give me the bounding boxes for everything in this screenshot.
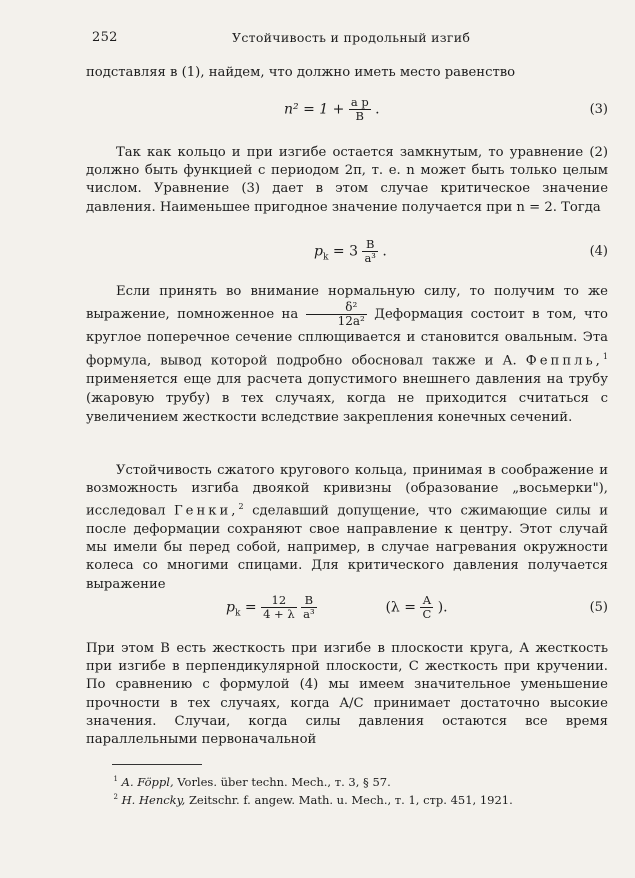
paragraph-5-text: При этом B есть жесткость при изгибе в плоскости круга, A жесткость при изгибе в перпендикулярной плоскости, C жесткость при кручении. По сравнению с формулой (4) мы имеем значительное уменьшение прочности в тех случаях, когда A/C принимает достаточно высокие значения. Случаи, когда силы давления остаются все время параллельными первоначальной (86, 641, 608, 748)
paragraph-5 (86, 640, 608, 749)
equation-3 (86, 92, 608, 132)
paragraph-1-text: подставляя в (1), найдем, что должно иметь место равенство (86, 65, 516, 80)
author-name-hencky: Генки, (173, 503, 239, 519)
eq3-fraction (349, 96, 371, 123)
paragraph-3-start: Если принять во внимание нормальную силу, то получим то же выражение, помноженное на (86, 284, 608, 322)
factor-denominator: 12a² (337, 314, 365, 328)
paragraph-3-end: применяется еще для расчета допустимого внешнего давления на трубу (жаровую трубу) в тех случаях, когда не приходится считаться с увеличением жесткости вследствие закрепления конечных сечений. (86, 372, 608, 426)
eq5-lhs: p (226, 599, 235, 616)
eq4-subscript: k (322, 252, 329, 263)
paragraph-1 (86, 64, 608, 82)
footnote-1-text: Vorles. über techn. Mech., т. 3, § 57. (177, 774, 391, 789)
footnote-divider (112, 764, 202, 765)
eq3-denominator: B (355, 109, 364, 123)
eq4-label: (4) (589, 244, 608, 259)
eq4-tail: . (382, 243, 387, 260)
footnote-2-text: Zeitschr. f. angew. Math. u. Mech., т. 1, стр. 451, 1921. (188, 792, 513, 807)
eq5-label: (5) (589, 600, 608, 615)
eq5-numerator-2: B (301, 594, 316, 608)
eq5-close: ). (437, 599, 448, 616)
eq4-denominator: a³ (364, 251, 376, 265)
eq5-subscript: k (234, 608, 241, 619)
footnote-ref-2: 2 (238, 502, 244, 512)
eq5-denominator-1: 4 + λ (263, 607, 295, 621)
eq3-tail: . (375, 101, 380, 118)
footnote-2-author: H. Hencky, (121, 792, 186, 807)
eq3-label: (3) (589, 102, 608, 117)
eq4-mid: = 3 (332, 243, 363, 260)
eq5-denominator-2: a³ (303, 607, 315, 621)
eq5-numerator-1: 12 (261, 594, 297, 608)
paragraph-4-start: Устойчивость сжатого кругового кольца, принимая в соображение и возможность изгиба двоякой кривизны (образование „восьмерки"), исследовал (86, 463, 608, 519)
footnote-2-mark: 2 (113, 793, 118, 801)
eq5-mid: = (244, 599, 262, 616)
footnote-1-mark: 1 (113, 775, 118, 783)
eq4-numerator: B (362, 238, 377, 252)
footnote-ref-1: 1 (602, 352, 608, 361)
footnote-1-author: A. Föppl, (121, 774, 174, 789)
factor-numerator: δ² (306, 301, 367, 315)
eq5-fraction-1 (261, 594, 297, 621)
paragraph-2 (86, 144, 608, 217)
eq3-lhs: n² = 1 + (284, 101, 349, 118)
eq5-numerator-3: A (420, 594, 433, 608)
paragraph-3-middle: Деформация состоит в том, что круглое поперечное сечение сплющивается и становится овальным. Эта формула, вывод которой подробно обосновал также и А. (86, 307, 608, 369)
paragraph-3 (86, 282, 608, 427)
paragraph-4-end: сделавший допущение, что сжимающие силы и после деформации сохраняют свое направление к центру. Этот случай мы имели бы перед собой, например, в случае нагревания окружности колеса со многими спицами. Для критического давления получается выражение (86, 503, 608, 592)
paragraph-2-text: Так как кольцо и при изгибе остается замкнутым, то уравнение (2) должно быть функцией с периодом 2π, т. е. n может быть только целым числом. Уравнение (3) дает в этом случае критическое значение давления. Наименьшее пригодное значение получается при n = 2. Тогда (86, 145, 608, 215)
author-name-foppl: Феппль, (525, 353, 603, 369)
footnote-1 (92, 772, 610, 790)
equation-5 (86, 590, 608, 630)
eq4-lhs: p (314, 243, 323, 260)
eq5-denominator-3: C (422, 607, 432, 621)
running-title: Устойчивость и продольный изгиб (232, 30, 471, 45)
eq5-lambda: (λ = (385, 599, 421, 616)
footnote-2 (92, 790, 610, 808)
normal-force-factor (306, 301, 367, 328)
equation-4 (86, 234, 608, 274)
eq5-fraction-2 (301, 594, 316, 621)
eq4-fraction (362, 238, 377, 265)
paragraph-4 (86, 462, 608, 594)
eq3-numerator: a p (350, 95, 369, 109)
eq5-fraction-3 (420, 594, 433, 621)
page-number: 252 (92, 30, 118, 45)
